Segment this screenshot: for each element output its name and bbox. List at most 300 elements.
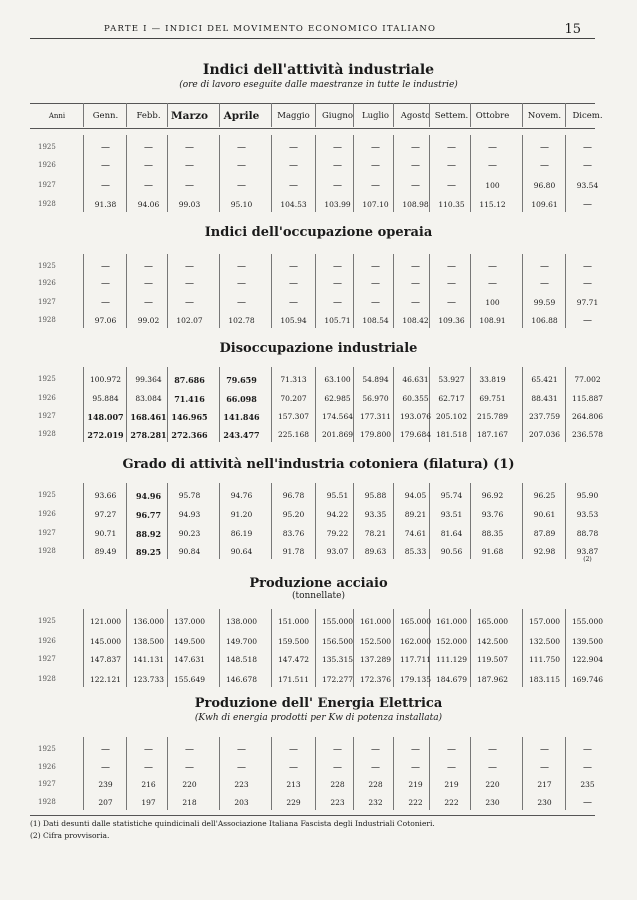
cell-value: 71.313 [280, 375, 307, 384]
cell-value: — [185, 763, 194, 773]
cell-value: 147.472 [277, 655, 309, 664]
cell-value: 109.61 [531, 200, 558, 209]
row-year: 1927 [38, 181, 56, 189]
cell-value: — [583, 143, 592, 153]
cell-value: 219 [408, 780, 423, 789]
table-cell [564, 675, 611, 684]
table-cell [218, 617, 265, 626]
cell-value: 171.511 [277, 675, 309, 684]
table-cell [564, 262, 611, 272]
row-year: 1928 [38, 547, 56, 555]
cell-value: — [144, 745, 153, 755]
row-year: 1926 [38, 637, 56, 645]
cell-value: — [237, 181, 246, 191]
table-cell [469, 200, 516, 209]
header-rule-1 [126, 103, 127, 127]
table-cell [521, 510, 568, 519]
table-cell [82, 529, 129, 538]
table-cell [469, 529, 516, 538]
table-cell [521, 200, 568, 209]
cell-value: 213 [286, 780, 301, 789]
table-cell [218, 529, 265, 538]
table-cell [428, 143, 475, 153]
cell-value: 95.88 [364, 491, 387, 500]
footnote-2: (2) Cifra provvisoria. [30, 831, 110, 840]
cell-value: — [185, 161, 194, 171]
table-cell [82, 298, 129, 308]
cell-value: — [540, 143, 549, 153]
cell-value: 132.500 [528, 637, 560, 646]
cell-value: 219 [444, 780, 459, 789]
cell-value: 151.000 [277, 617, 309, 626]
table-cell [428, 375, 475, 384]
cell-value: 172.277 [321, 675, 353, 684]
cell-value: 94.93 [178, 510, 201, 519]
cell-value: 97.27 [94, 510, 117, 519]
cell-value: — [237, 143, 246, 153]
column-header-1: Febb. [136, 111, 161, 121]
table-cell [428, 675, 475, 684]
row-year: 1927 [38, 780, 56, 788]
table-cell [270, 547, 317, 556]
table-cell [218, 655, 265, 664]
table-cell [166, 430, 213, 440]
table-cell [218, 745, 265, 755]
cell-value: 115.887 [571, 394, 603, 403]
table-cell [270, 412, 317, 421]
cell-value: 95.51 [326, 491, 349, 500]
table-cell [469, 617, 516, 626]
table-cell [270, 181, 317, 191]
cell-value: 165.000 [399, 617, 431, 626]
cell-value: 90.71 [94, 529, 117, 538]
table-cell [166, 262, 213, 272]
table-cell [469, 510, 516, 519]
table-cell [270, 430, 317, 439]
table-cell [469, 798, 516, 807]
table-cell [521, 798, 568, 807]
cell-value: 89.63 [364, 547, 387, 556]
cell-value: 187.962 [476, 675, 508, 684]
cell-value: 62.985 [324, 394, 351, 403]
cell-value: 220 [485, 780, 500, 789]
cell-value: 155.000 [321, 617, 353, 626]
cell-value: 97.06 [94, 316, 117, 325]
table-cell [521, 298, 568, 307]
cell-value: — [447, 763, 456, 773]
cell-value: — [411, 161, 420, 171]
cell-value: 69.751 [479, 394, 506, 403]
table-cell [125, 316, 172, 325]
table-cell [521, 637, 568, 646]
cell-value: 207 [98, 798, 113, 807]
cell-value: — [447, 262, 456, 272]
table-cell [521, 430, 568, 439]
cell-value: — [333, 262, 342, 272]
cell-value: — [447, 745, 456, 755]
cell-value: 197 [141, 798, 156, 807]
table-cell [82, 675, 129, 684]
row-year: 1925 [38, 143, 56, 151]
cell-value: 94.96 [135, 491, 162, 501]
cell-value: — [333, 763, 342, 773]
cell-value: — [447, 279, 456, 289]
table-cell [125, 394, 172, 403]
cell-value: 230 [485, 798, 500, 807]
table-cell [125, 375, 172, 384]
table-cell [428, 430, 475, 439]
cell-value: 90.61 [533, 510, 556, 519]
section-subtitle-acciaio: (tonnellate) [291, 591, 346, 601]
table-cell [166, 780, 213, 789]
cell-value: 91.68 [481, 547, 504, 556]
cell-value: 93.54 [576, 181, 599, 190]
table-cell [521, 375, 568, 384]
cell-value: 193.076 [399, 412, 431, 421]
table-cell [469, 394, 516, 403]
cell-value: — [447, 298, 456, 308]
table-cell [521, 547, 568, 556]
cell-value: 223 [234, 780, 249, 789]
cell-value: 108.91 [479, 316, 506, 325]
table-cell [218, 181, 265, 191]
table-cell [218, 200, 265, 209]
table-cell [125, 510, 172, 520]
table-cell [564, 375, 611, 384]
table-cell [125, 617, 172, 626]
table-cell [166, 161, 213, 171]
table-cell [521, 316, 568, 325]
cell-value: 97.71 [576, 298, 599, 307]
table-cell [166, 655, 213, 664]
table-cell [82, 200, 129, 209]
table-cell [521, 780, 568, 789]
cell-value: 141.846 [223, 412, 260, 422]
cell-value: — [333, 298, 342, 308]
cell-value: — [447, 161, 456, 171]
cell-value: 205.102 [435, 412, 467, 421]
cell-value: 96.92 [481, 491, 504, 500]
header-rule-2 [167, 103, 168, 127]
table-cell [82, 262, 129, 272]
cell-value: 148.007 [87, 412, 124, 422]
table-cell [218, 780, 265, 789]
table-cell [82, 143, 129, 153]
cell-value: — [411, 298, 420, 308]
table-cell [428, 262, 475, 272]
cell-value: 91.78 [282, 547, 305, 556]
cell-value: 88.35 [481, 529, 504, 538]
table-cell [125, 143, 172, 153]
table-cell [166, 394, 213, 404]
cell-value: 117.711 [399, 655, 431, 664]
table-cell [218, 637, 265, 646]
table-cell [428, 798, 475, 807]
table-cell [166, 529, 213, 538]
table-cell [82, 161, 129, 171]
table-cell [166, 298, 213, 308]
cell-value: 148.518 [225, 655, 257, 664]
table-cell [270, 279, 317, 289]
cell-value: 74.61 [404, 529, 427, 538]
cell-value: 243.477 [223, 430, 260, 440]
cell-value: 138.500 [132, 637, 164, 646]
cell-value: 142.500 [476, 637, 508, 646]
column-header-5: Giugno [321, 111, 354, 121]
cell-value: 223 [330, 798, 345, 807]
cell-value: 139.500 [571, 637, 603, 646]
cell-value: 93.51 [440, 510, 463, 519]
cell-value: 63.100 [324, 375, 351, 384]
cell-value: 179.684 [399, 430, 431, 439]
column-header-anni: Anni [48, 112, 66, 120]
table-cell [428, 394, 475, 403]
table-cell [469, 763, 516, 773]
cell-value: — [333, 279, 342, 289]
table-cell [521, 181, 568, 190]
cell-value: 122.904 [571, 655, 603, 664]
table-cell [82, 394, 129, 403]
cell-value: — [101, 745, 110, 755]
footnotes [30, 818, 435, 842]
cell-value: — [144, 161, 153, 171]
cell-value: 123.733 [132, 675, 164, 684]
table-cell [125, 298, 172, 308]
cell-value: 107.10 [362, 200, 389, 209]
table-cell [166, 316, 213, 325]
row-year: 1927 [38, 655, 56, 663]
table-cell [469, 279, 516, 289]
table-cell [469, 637, 516, 646]
table-cell [218, 510, 265, 519]
cell-value: 237.759 [528, 412, 560, 421]
table-cell [270, 798, 317, 807]
row-year: 1928 [38, 675, 56, 683]
cell-value: — [583, 279, 592, 289]
table-cell [564, 430, 611, 439]
cell-value: 93.87 [576, 547, 599, 556]
table-cell [166, 143, 213, 153]
cell-value: — [540, 262, 549, 272]
cell-value: 105.94 [280, 316, 307, 325]
table-cell [270, 394, 317, 403]
cell-value: 95.78 [178, 491, 201, 500]
cell-value: — [289, 763, 298, 773]
cell-value: — [371, 745, 380, 755]
table-cell [521, 143, 568, 153]
cell-value: — [101, 279, 110, 289]
cell-value: 110.35 [438, 200, 465, 209]
table-cell [125, 675, 172, 684]
table-cell [564, 279, 611, 289]
table-cell [469, 412, 516, 421]
row-year: 1928 [38, 200, 56, 208]
cell-value: — [583, 161, 592, 171]
cell-value: 149.500 [173, 637, 205, 646]
table-cell [521, 745, 568, 755]
table-cell [166, 763, 213, 773]
table-cell [82, 181, 129, 191]
table-cell [270, 200, 317, 209]
main-subtitle: (ore di lavoro eseguite dalle maestranze in tutte le industrie) [179, 80, 458, 90]
table-cell [564, 745, 611, 755]
table-cell [218, 547, 265, 556]
table-cell [125, 547, 172, 557]
header-rule-10 [522, 103, 523, 127]
cell-value: 122.121 [89, 675, 121, 684]
row-year: 1925 [38, 617, 56, 625]
cell-value: 156.500 [321, 637, 353, 646]
cell-value: 155.649 [173, 675, 205, 684]
table-cell [82, 279, 129, 289]
table-cell [166, 491, 213, 500]
row-year: 1926 [38, 763, 56, 771]
cell-value: 137.289 [359, 655, 391, 664]
table-cell [521, 675, 568, 684]
table-cell [82, 617, 129, 626]
cell-value: 100.972 [89, 375, 121, 384]
cell-value: 278.281 [130, 430, 167, 440]
cell-value: 152.000 [435, 637, 467, 646]
cell-value: 177.311 [359, 412, 391, 421]
cell-value: — [488, 745, 497, 755]
header-rule-11 [565, 103, 566, 127]
row-year: 1925 [38, 745, 56, 753]
row-year: 1928 [38, 316, 56, 324]
cell-value: 157.000 [528, 617, 560, 626]
cell-value: 91.20 [230, 510, 253, 519]
table-cell [428, 412, 475, 421]
cell-value: 46.631 [402, 375, 429, 384]
cell-value: 54.894 [362, 375, 389, 384]
cell-value: 83.76 [282, 529, 305, 538]
cell-value: 95.10 [230, 200, 253, 209]
header-rule-7 [393, 103, 394, 127]
table-cell [82, 491, 129, 500]
table-cell [469, 430, 516, 439]
cell-value: 95.90 [576, 491, 599, 500]
cell-value: 87.686 [174, 375, 205, 385]
cell-value: 87.89 [533, 529, 556, 538]
cell-value: 119.507 [476, 655, 508, 664]
cell-value: — [237, 262, 246, 272]
table-cell [270, 529, 317, 538]
cell-value: 90.56 [440, 547, 463, 556]
table-cell [428, 298, 475, 308]
table-cell [564, 298, 611, 307]
table-cell [82, 637, 129, 646]
table-cell [564, 143, 611, 153]
table-cell [218, 161, 265, 171]
table-cell [166, 200, 213, 209]
row-year: 1926 [38, 510, 56, 518]
column-header-11: Dicem. [572, 111, 603, 121]
cell-value: 33.819 [479, 375, 506, 384]
table-cell [564, 161, 611, 171]
cell-value: 207.036 [528, 430, 560, 439]
row-year: 1926 [38, 161, 56, 169]
table-cell [521, 491, 568, 500]
table-cell [428, 279, 475, 289]
cell-value: — [144, 181, 153, 191]
cell-value: — [488, 161, 497, 171]
cell-value: — [371, 262, 380, 272]
table-cell [270, 617, 317, 626]
cell-value: 115.12 [479, 200, 506, 209]
cell-value: 109.36 [438, 316, 465, 325]
cell-value: — [540, 763, 549, 773]
table-cell [521, 617, 568, 626]
table-cell [166, 745, 213, 755]
table-cell [564, 316, 611, 326]
cell-value: 222 [408, 798, 423, 807]
page-number: 15 [564, 22, 581, 37]
table-cell [469, 375, 516, 384]
cell-value: 53.927 [438, 375, 465, 384]
table-cell [125, 181, 172, 191]
table-cell [469, 780, 516, 789]
table-cell [469, 262, 516, 272]
cell-value: — [333, 745, 342, 755]
table-cell [564, 637, 611, 646]
table-cell [270, 745, 317, 755]
table-cell [125, 637, 172, 646]
cell-value: 161.000 [435, 617, 467, 626]
cell-value: — [101, 181, 110, 191]
table-cell [564, 181, 611, 190]
table-cell [469, 181, 516, 190]
table-cell [166, 637, 213, 646]
cell-value: 201.869 [321, 430, 353, 439]
table-cell [521, 279, 568, 289]
cell-value: 78.21 [364, 529, 387, 538]
cell-value: 88.431 [531, 394, 558, 403]
cell-value: 179.800 [359, 430, 391, 439]
cell-value: 95.884 [92, 394, 119, 403]
cell-value: 146.678 [225, 675, 257, 684]
cell-value: 229 [286, 798, 301, 807]
table-cell [428, 316, 475, 325]
table-cell [218, 798, 265, 807]
table-cell [82, 316, 129, 325]
cell-value: 88.92 [135, 529, 162, 539]
table-cell [270, 375, 317, 384]
cell-value: 174.564 [321, 412, 353, 421]
table-cell [82, 763, 129, 773]
table-cell [166, 617, 213, 626]
main-title: Indici dell'attività industriale [202, 62, 435, 78]
table-cell [564, 394, 611, 403]
cell-value: 147.631 [173, 655, 205, 664]
cell-value: 145.000 [89, 637, 121, 646]
row-year: 1928 [38, 798, 56, 806]
cell-value: 179.135 [399, 675, 431, 684]
column-header-row [30, 103, 603, 129]
cell-value: 70.207 [280, 394, 307, 403]
cell-value: 152.500 [359, 637, 391, 646]
table-cell [521, 655, 568, 664]
row-year: 1927 [38, 412, 56, 420]
cell-value: — [237, 161, 246, 171]
cell-value: 149.700 [225, 637, 257, 646]
cell-value: 79.22 [326, 529, 349, 538]
table-cell [469, 316, 516, 325]
table-cell [166, 279, 213, 289]
cell-value: 93.66 [94, 491, 117, 500]
header-rule-5 [315, 103, 316, 127]
table-cell [166, 375, 213, 385]
cell-value: 103.99 [324, 200, 351, 209]
